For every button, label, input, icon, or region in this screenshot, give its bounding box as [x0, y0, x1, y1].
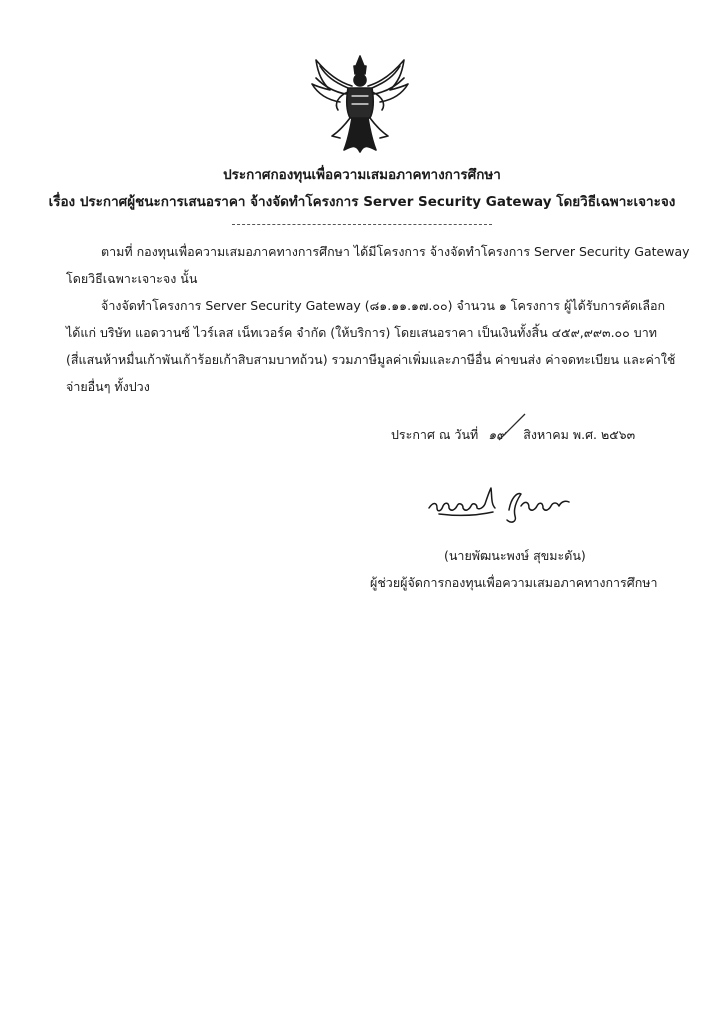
announcement-subject: เรื่อง ประกาศผู้ชนะการเสนอราคา จ้างจัดทำโครงการ Server Security Gateway โดยวิธีเฉพาะเจาะจง — [48, 194, 676, 210]
paragraph-1-line-1: ตามที่ กองทุนเพื่อความเสมอภาคทางการศึกษา ได้มีโครงการ จ้างจัดทำโครงการ Server Security Gateway — [101, 244, 690, 259]
handwritten-signature — [425, 478, 575, 528]
paragraph-2-line-4: จ่ายอื่นๆ ทั้งปวง — [66, 379, 150, 394]
signer-name: (นายพัฒนะพงษ์ สุขมะดัน) — [444, 548, 586, 563]
paragraph-2-line-1: จ้างจัดทำโครงการ Server Security Gateway (๘๑.๑๑.๑๗.๐๐) จำนวน ๑ โครงการ ผู้ได้รับการคัดเลือก — [101, 298, 666, 313]
paragraph-2-line-2: ได้แก่ บริษัท แอดวานซ์ ไวร์เลส เน็ทเวอร์ค จำกัด (ให้บริการ) โดยเสนอราคา เป็นเงินทั้งสิ้น ๔๕๙,๙๙๓.๐๐ บาท — [66, 325, 657, 340]
agency-title: ประกาศกองทุนเพื่อความเสมอภาคทางการศึกษา — [223, 167, 501, 183]
handwritten-day-stroke — [495, 410, 535, 442]
paragraph-2-line-3: (สี่แสนห้าหมื่นเก้าพันเก้าร้อยเก้าสิบสามบาทถ้วน) รวมภาษีมูลค่าเพิ่มและภาษีอื่น ค่าขนส่ง ค่าจดทะเบียน และค่าใช้ — [66, 352, 676, 367]
date-day: ๑๙ — [488, 427, 506, 442]
date-month-year: สิงหาคม พ.ศ. ๒๕๖๓ — [523, 427, 636, 442]
signer-position: ผู้ช่วยผู้จัดการกองทุนเพื่อความเสมอภาคทางการศึกษา — [370, 575, 658, 590]
garuda-emblem-icon — [308, 52, 412, 158]
date-prefix: ประกาศ ณ วันที่ — [391, 427, 479, 442]
paragraph-1-line-2: โดยวิธีเฉพาะเจาะจง นั้น — [66, 271, 198, 286]
divider — [232, 224, 492, 225]
